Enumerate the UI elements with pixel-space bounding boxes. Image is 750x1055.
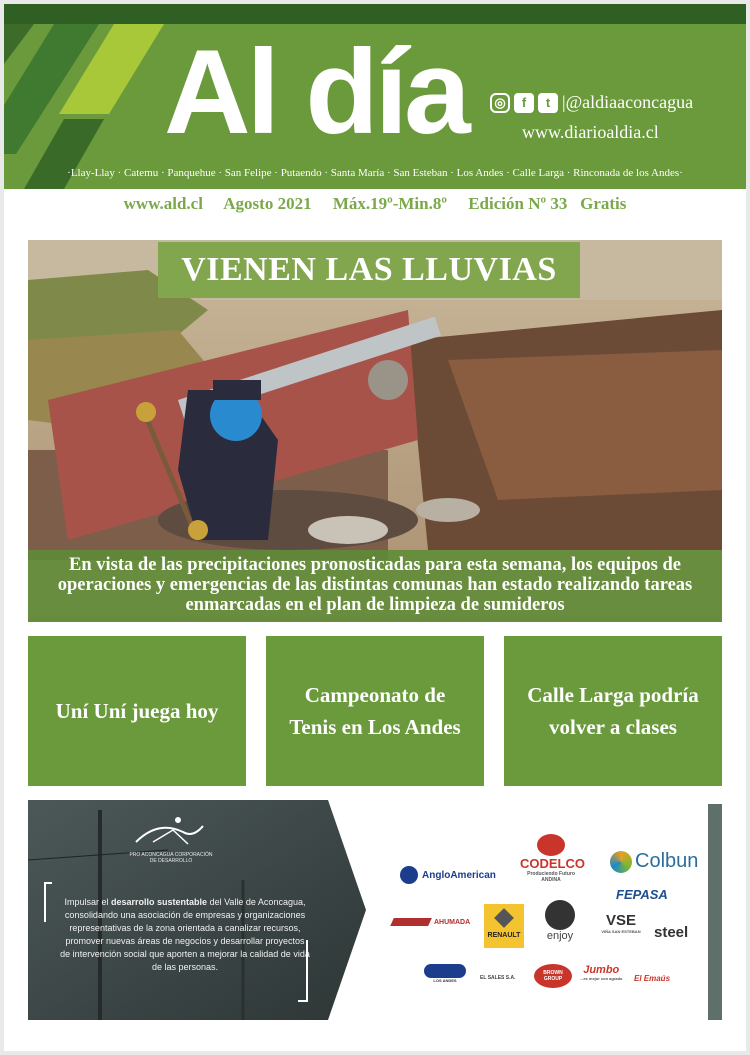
renault-icon [494,908,514,928]
masthead-title: Al día [164,25,467,159]
instagram-icon[interactable]: ◎ [490,93,510,113]
steel-logo: steel [654,924,689,941]
newspaper-cover [4,4,746,1051]
teaser-tenis[interactable]: Campeonato de Tenis en Los Andes [266,636,484,786]
sponsor-side-band [708,804,722,1020]
pt-logo-icon [424,964,466,978]
enjoy-icon [545,900,575,930]
social-links [490,92,693,113]
anglo-american-logo: AngloAmerican [400,866,496,884]
sponsor-ad[interactable] [28,800,722,1020]
enjoy-logo: enjoy [538,900,582,942]
fepasa-logo: FEPASA [616,887,668,902]
website-url[interactable]: www.diarioaldia.cl [522,122,659,142]
codelco-logo: CODELCO Produciendo Futuro ANDINA [520,834,582,883]
facebook-icon[interactable]: f [514,93,534,113]
hero-headline: VIENEN LAS LLUVIAS [158,242,580,298]
pro-aconcagua-name: PRO ACONCAGUA CORPORACIÓN DE DESARROLLO [129,852,213,864]
teaser-uni-uni[interactable]: Uní Uní juega hoy [28,636,246,786]
el-emaus-logo: El Emaús [634,974,671,983]
el-sales-logo: EL SALES S.A. [480,975,516,981]
hero-caption: En vista de las precipitaciones pronosticadas para esta semana, los equipos de operaciones y emergencias de las distintas comunas han estado realizando tareas enmarcadas en el plan de limpieza de sumideros [28,550,722,622]
anglo-american-icon [400,866,418,884]
brown-group-logo: BROWN GROUP [534,964,572,988]
bracket-top-left [44,882,52,922]
vina-san-esteban-logo: VSE VIÑA SAN ESTEBAN [601,912,641,934]
colbun-icon [610,851,632,873]
sponsor-mission: Impulsar el desarrollo sustentable del Valle de Aconcagua, consolidando una asociación de empresas y organizaciones representativas de la zona orientada a canalizar recursos, promover nuevas áreas de negocios y desarrollar proyectos de intervención social que aporten a mejorar la calidad de vida de las personas. [60,897,310,972]
renault-logo: RENAULT [484,904,524,948]
teaser-calle-larga[interactable]: Calle Larga podría volver a clases [504,636,722,786]
jumbo-logo: Jumbo ...es mejor con agrado [580,964,623,981]
codelco-icon [537,834,565,856]
bracket-bottom-right [298,940,308,1002]
towns-list: ·Llay-Llay · Catemu · Panquehue · San Felipe · Putaendo · Santa María · San Esteban · Los Andes · Calle Larga · Rinconada de los Andes· [67,167,683,179]
edition-info: www.ald.cl Agosto 2021 Máx.19º-Min.8º Edición Nº 33 Gratis [123,194,627,213]
ahumada-icon [390,918,432,926]
social-handle[interactable]: |@aldiaaconcagua [562,92,694,112]
colbun-logo: Colbun [610,850,698,873]
ahumada-logo: AHUMADA [392,918,470,926]
twitter-icon[interactable]: t [538,93,558,113]
hero-story[interactable] [28,240,722,622]
pt-los-andes-logo: LOS ANDES [424,964,466,983]
masthead-banner [4,4,746,189]
